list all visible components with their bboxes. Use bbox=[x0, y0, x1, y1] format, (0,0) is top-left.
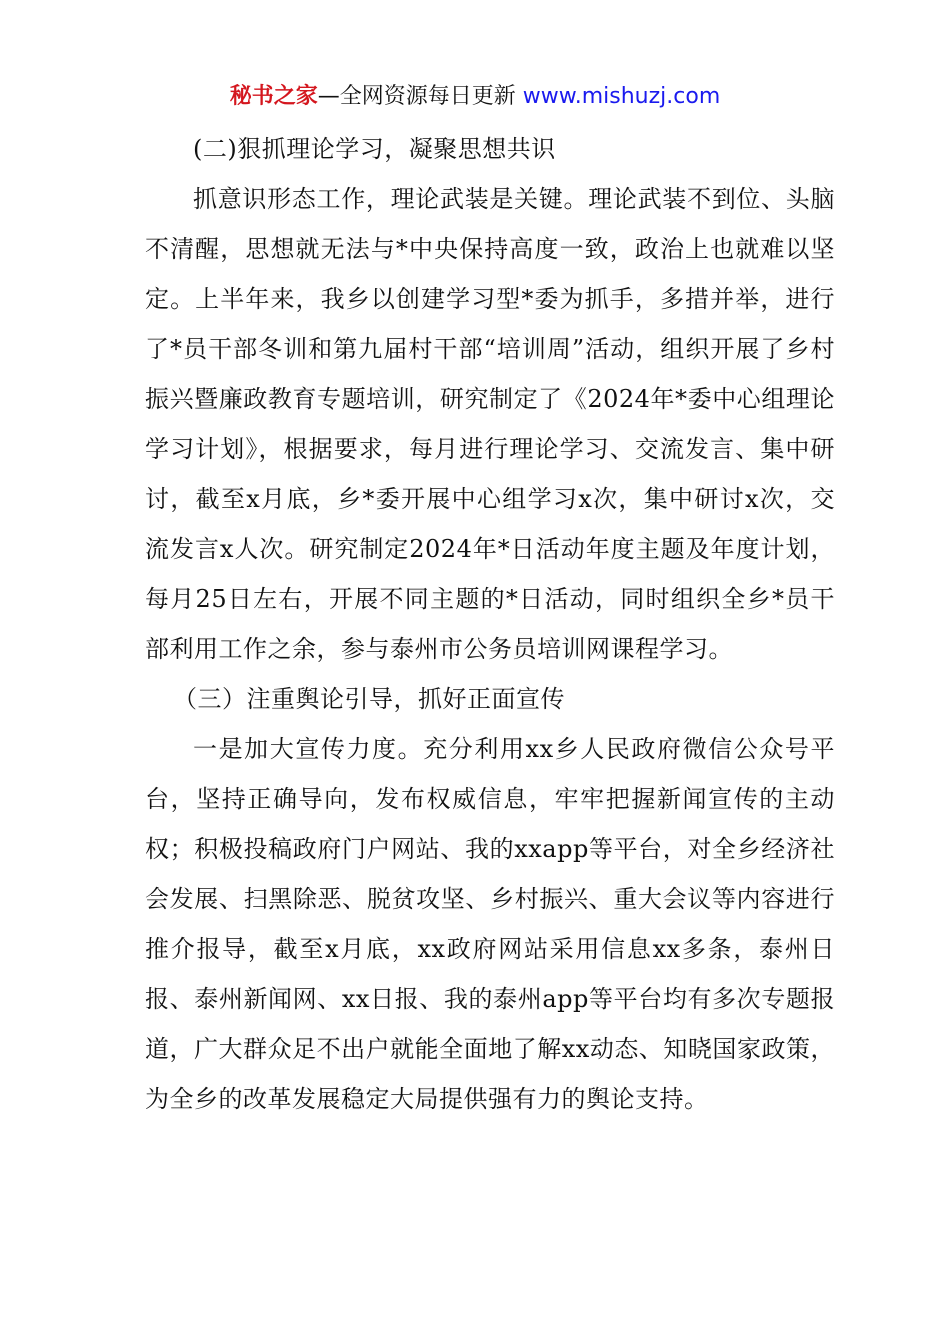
site-brand: 秘书之家 bbox=[229, 84, 318, 109]
section-heading-2: (二)狠抓理论学习，凝聚思想共识 bbox=[193, 135, 556, 163]
section-heading-3: （三）注重舆论引导，抓好正面宣传 bbox=[173, 685, 565, 713]
site-tagline: —全网资源每日更新 bbox=[317, 84, 523, 109]
site-header bbox=[0, 80, 950, 114]
site-url-link[interactable]: www.mishuzj.com bbox=[522, 84, 721, 109]
document-body bbox=[145, 124, 835, 1124]
section-paragraph-2: 抓意识形态工作，理论武装是关键。理论武装不到位、头脑不清醒，思想就无法与*中央保持高度一致，政治上也就难以坚定。上半年来，我乡以创建学习型*委为抓手，多措并举，进行了*员干部冬训和第九届村干部“培训周”活动，组织开展了乡村振兴暨廉政教育专题培训，研究制定了《2024年*委中心组理论学习计划》，根据要求，每月进行理论学习、交流发言、集中研讨，截至x月底，乡*委开展中心组学习x次，集中研讨x次，交流发言x人次。研究制定2024年*日活动年度主题及年度计划，每月25日左右，开展不同主题的*日活动，同时组织全乡*员干部利用工作之余，参与泰州市公务员培训网课程学习。 bbox=[145, 185, 835, 663]
section-paragraph-3: 一是加大宣传力度。充分利用xx乡人民政府微信公众号平台，坚持正确导向，发布权威信息，牢牢把握新闻宣传的主动权；积极投稿政府门户网站、我的xxapp等平台，对全乡经济社会发展、扫黑除恶、脱贫攻坚、乡村振兴、重大会议等内容进行推介报导，截至x月底，xx政府网站采用信息xx多条，泰州日报、泰州新闻网、xx日报、我的泰州app等平台均有多次专题报道，广大群众足不出户就能全面地了解xx动态、知晓国家政策，为全乡的改革发展稳定大局提供强有力的舆论支持。 bbox=[145, 735, 835, 1113]
